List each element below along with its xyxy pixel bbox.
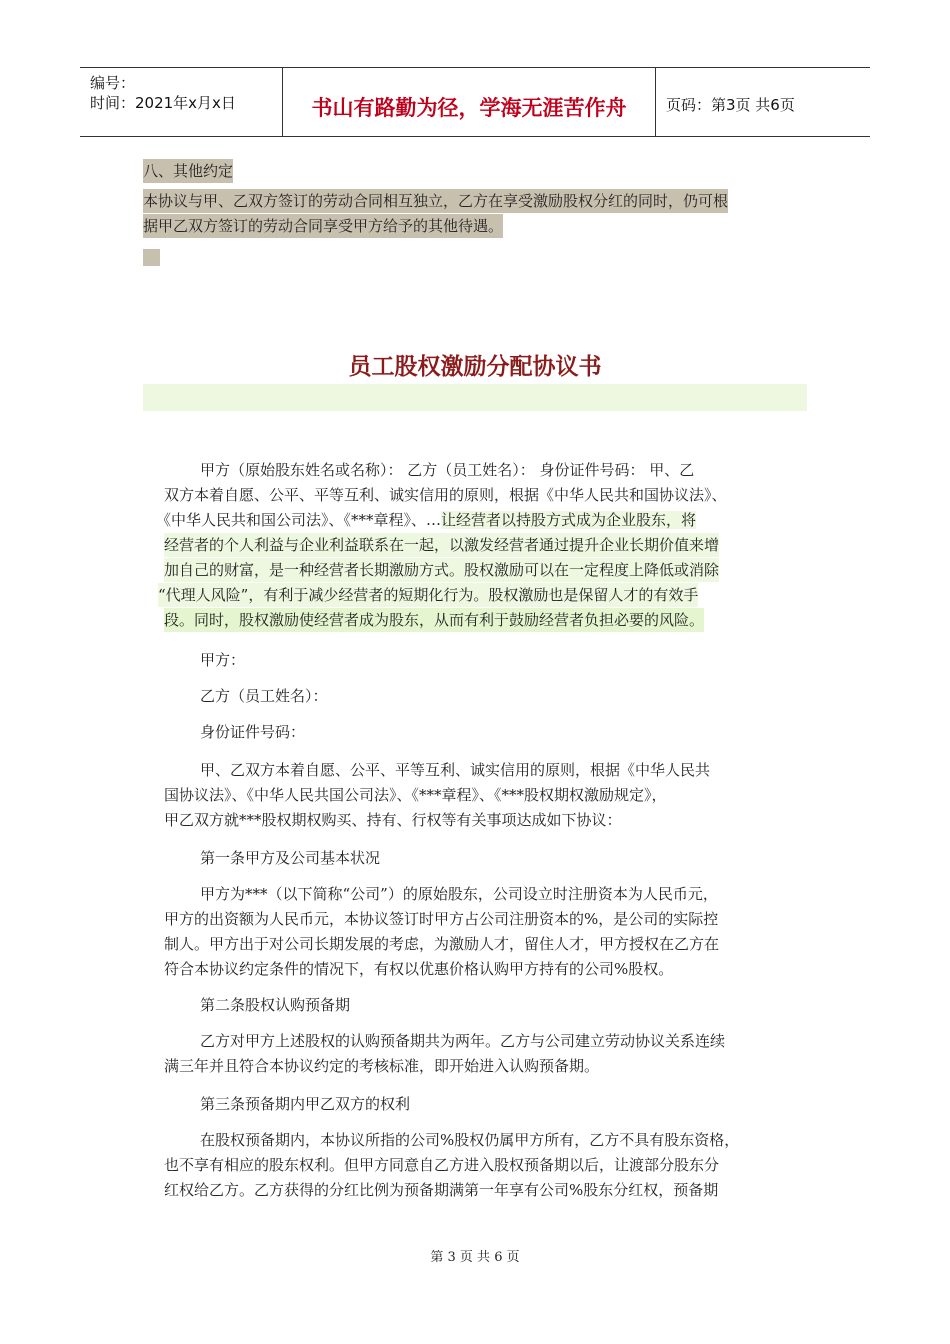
article-line: 甲方的出资额为人民币元，本协议签订时甲方占公司注册资本的%，是公司的实际控 <box>164 910 719 928</box>
article-line: 乙方对甲方上述股权的认购预备期共为两年。乙方与公司建立劳动协议关系连续 <box>200 1032 726 1050</box>
header-motto-cell <box>283 68 656 136</box>
page-footer: 第 3 页 共 6 页 <box>430 1250 520 1265</box>
page-header <box>80 67 870 137</box>
page-number-label: 页码：第3页 共6页 <box>666 96 795 114</box>
section-heading: 八、其他约定 <box>143 159 233 183</box>
article-line: 满三年并且符合本协议约定的考核标准，即开始进入认购预备期。 <box>164 1057 600 1075</box>
intro-line: 双方本着自愿、公平、平等互利、诚实信用的原则，根据《中华人民共和国协议法》、 <box>164 486 727 504</box>
article-heading: 第三条预备期内甲乙双方的权利 <box>200 1095 411 1113</box>
header-meta-cell <box>80 68 283 136</box>
highlight-marker <box>143 249 160 266</box>
article-line: 甲方为***（以下简称“公司”）的原始股东，公司设立时注册资本为人民币元， <box>200 885 718 903</box>
intro-line <box>156 508 696 532</box>
section-paragraph-line: 据甲乙双方签订的劳动合同享受甲方给予的其他待遇。 <box>143 214 503 238</box>
code-label: 编号： <box>90 74 136 92</box>
date-label: 时间：2021年x月x日 <box>90 94 236 112</box>
article-line: 也不享有相应的股东权利。但甲方同意自乙方进入股权预备期以后，让渡部分股东分 <box>164 1156 720 1174</box>
header-motto: 书山有路勤为径，学海无涯苦作舟 <box>311 96 627 120</box>
title-highlight-band <box>143 384 807 411</box>
preamble-line: 甲乙双方就***股权期权购买、持有、行权等有关事项达成如下协议： <box>164 811 622 829</box>
article-line: 红权给乙方。乙方获得的分红比例为预备期满第一年享有公司%股东分红权，预备期 <box>164 1181 719 1199</box>
article-heading: 第二条股权认购预备期 <box>200 996 351 1014</box>
intro-highlight-text: 让经营者以持股方式成为企业股东，将 <box>441 511 697 529</box>
intro-highlight-line: 加自己的财富，是一种经营者长期激励方式。股权激励可以在一定程度上降低或消除 <box>164 558 719 582</box>
preamble-line: 国协议法》、《中华人民共国公司法》、《***章程》、《***股权期权激励规定》， <box>164 786 667 804</box>
intro-line: 甲方（原始股东姓名或名称）： 乙方（员工姓名）： 身份证件号码： 甲、乙 <box>200 461 695 479</box>
intro-highlight-line: 经营者的个人利益与企业利益联系在一起，以激发经营者通过提升企业长期价值来增 <box>164 533 719 557</box>
intro-text: 《中华人民共和国公司法》、《***章程》、… <box>156 511 442 529</box>
article-heading: 第一条甲方及公司基本状况 <box>200 849 381 867</box>
header-page-cell <box>657 68 870 136</box>
party-a-label: 甲方： <box>200 651 246 669</box>
id-number-label: 身份证件号码： <box>200 723 306 741</box>
intro-highlight-line: 段。同时，股权激励使经营者成为股东，从而有利于鼓励经营者负担必要的风险。 <box>164 608 704 632</box>
document-title: 员工股权激励分配协议书 <box>348 354 602 380</box>
article-line: 制人。甲方出于对公司长期发展的考虑，为激励人才，留住人才，甲方授权在乙方在 <box>164 935 720 953</box>
party-b-label: 乙方（员工姓名）： <box>200 687 328 705</box>
article-line: 符合本协议约定条件的情况下，有权以优惠价格认购甲方持有的公司%股权。 <box>164 960 674 978</box>
article-line: 在股权预备期内，本协议所指的公司%股权仍属甲方所有，乙方不具有股东资格， <box>200 1131 740 1149</box>
section-paragraph-line: 本协议与甲、乙双方签订的劳动合同相互独立，乙方在享受激励股权分红的同时，仍可根 <box>143 189 728 213</box>
intro-highlight-line: “代理人风险”，有利于减少经营者的短期化行为。股权激励也是保留人才的有效手 <box>158 583 698 607</box>
preamble-line: 甲、乙双方本着自愿、公平、平等互利、诚实信用的原则，根据《中华人民共 <box>200 761 711 779</box>
